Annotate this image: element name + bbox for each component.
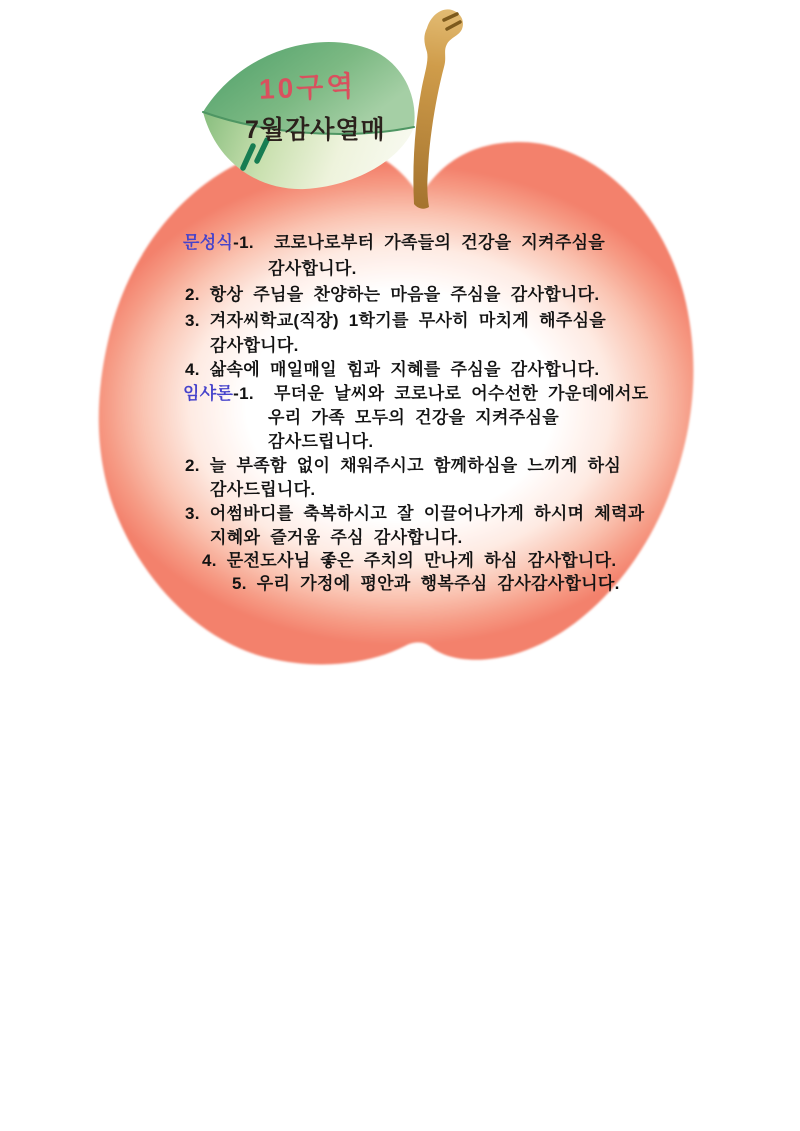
line-text: 4. 삶속에 매일매일 힘과 지혜를 주심을 감사합니다.	[185, 360, 600, 379]
gratitude-line	[232, 573, 620, 595]
gratitude-line	[210, 479, 315, 501]
gratitude-line	[185, 310, 606, 332]
gratitude-line	[183, 383, 649, 405]
gratitude-line	[185, 503, 645, 525]
line-text: 감사드립니다.	[268, 432, 374, 451]
gratitude-line	[210, 335, 299, 357]
line-text: 우리 가족 모두의 건강을 지켜주심을	[268, 408, 559, 427]
gratitude-line	[268, 407, 559, 429]
gratitude-line	[202, 550, 616, 572]
line-text: 4. 문전도사님 좋은 주치의 만나게 하심 감사합니다.	[202, 551, 617, 570]
leaf-district-label: 10구역	[258, 70, 357, 105]
line-text: -1. 무더운 날씨와 코로나로 어수선한 가운데에서도	[233, 384, 649, 403]
line-text: 감사합니다.	[210, 336, 299, 355]
line-text: 감사드립니다.	[210, 480, 316, 499]
gratitude-line	[210, 527, 462, 549]
line-text: 감사합니다.	[268, 259, 357, 278]
line-text: 5. 우리 가정에 평안과 행복주심 감사감사합니다.	[232, 574, 620, 593]
gratitude-line	[185, 359, 599, 381]
line-text: 지혜와 즐거움 주심 감사합니다.	[210, 528, 463, 547]
gratitude-line	[183, 232, 605, 254]
line-text: -1. 코로나로부터 가족들의 건강을 지켜주심을	[233, 233, 606, 252]
gratitude-line	[185, 455, 621, 477]
member-name: 임샤론	[183, 384, 234, 403]
gratitude-line	[185, 284, 599, 306]
gratitude-line	[268, 258, 357, 280]
member-name: 문성식	[183, 233, 234, 252]
line-text: 3. 어썸바디를 축복하시고 잘 이끌어나가게 하시며 체력과	[185, 504, 645, 523]
line-text: 2. 항상 주님을 찬양하는 마음을 주심을 감사합니다.	[185, 285, 600, 304]
line-text: 2. 늘 부족함 없이 채워주시고 함께하심을 느끼게 하심	[185, 456, 622, 475]
line-text: 3. 겨자씨학교(직장) 1학기를 무사히 마치게 해주심을	[185, 311, 607, 330]
gratitude-line	[268, 431, 373, 453]
leaf-subtitle-label: 7월감사열매	[245, 116, 386, 144]
